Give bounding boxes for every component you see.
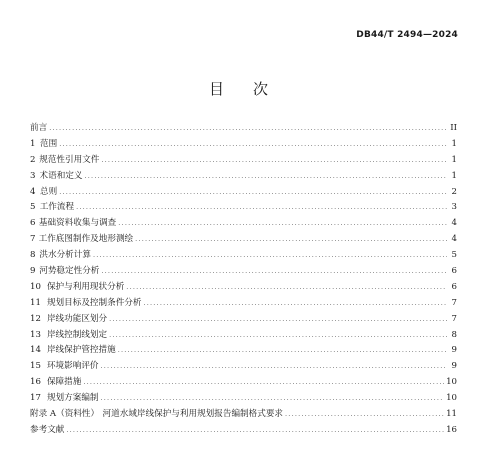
toc-entry-number: 17 bbox=[30, 393, 41, 404]
toc-entry-number: 14 bbox=[30, 345, 41, 356]
title-char-1: 目 bbox=[208, 80, 225, 98]
toc-entry-12[interactable] bbox=[30, 312, 457, 328]
toc-entry-number: 9 bbox=[30, 266, 36, 277]
toc-entry-page: 7 bbox=[451, 313, 457, 324]
toc-entry-label: 参考文献 bbox=[30, 424, 65, 435]
table-of-contents bbox=[30, 121, 457, 439]
toc-leader bbox=[101, 267, 447, 275]
toc-entry-appendix-a[interactable] bbox=[30, 407, 457, 423]
toc-entry-page: 5 bbox=[451, 250, 457, 261]
toc-entry-page: 16 bbox=[446, 424, 457, 435]
toc-entry-11[interactable] bbox=[30, 296, 457, 312]
document-code: DB44/T 2494—2024 bbox=[356, 30, 458, 40]
toc-leader bbox=[285, 410, 444, 418]
toc-entry-foreword[interactable] bbox=[30, 121, 457, 137]
toc-entry-label: 前言 bbox=[30, 123, 48, 133]
toc-entry-4[interactable] bbox=[30, 185, 457, 201]
toc-entry-16[interactable] bbox=[30, 375, 457, 391]
toc-entry-number: 12 bbox=[30, 313, 41, 324]
toc-entry-page: 9 bbox=[451, 345, 457, 356]
toc-leader bbox=[49, 124, 447, 132]
toc-appendix-number: 附录 A（资料性） bbox=[30, 409, 100, 420]
toc-entry-label: 河道水域岸线保护与利用规划报告编制格式要求 bbox=[102, 409, 284, 420]
page-title bbox=[0, 78, 478, 99]
toc-leader bbox=[101, 156, 447, 164]
toc-leader bbox=[109, 315, 447, 323]
toc-entry-17[interactable] bbox=[30, 391, 457, 407]
toc-entry-label: 岸线功能区划分 bbox=[46, 313, 108, 324]
toc-entry-14[interactable] bbox=[30, 343, 457, 359]
toc-entry-page: 11 bbox=[446, 409, 457, 420]
toc-leader bbox=[118, 346, 447, 354]
toc-leader bbox=[59, 140, 447, 148]
toc-entry-label: 范围 bbox=[39, 138, 58, 149]
toc-entry-label: 工作底图制作及地形测绘 bbox=[38, 234, 134, 245]
toc-entry-label: 规划方案编制 bbox=[46, 393, 99, 404]
toc-entry-label: 规划目标及控制条件分析 bbox=[46, 297, 142, 308]
toc-entry-number: 1 bbox=[30, 138, 36, 149]
toc-entry-label: 洪水分析计算 bbox=[39, 250, 91, 261]
toc-leader bbox=[143, 299, 447, 307]
toc-entry-label: 工作流程 bbox=[39, 202, 75, 213]
toc-entry-label: 总则 bbox=[39, 186, 58, 197]
toc-entry-label: 岸线控制线划定 bbox=[46, 329, 108, 340]
toc-entry-1[interactable] bbox=[30, 137, 457, 153]
toc-entry-number: 6 bbox=[30, 218, 36, 229]
toc-entry-2[interactable] bbox=[30, 153, 457, 169]
toc-entry-page: 4 bbox=[451, 218, 457, 229]
toc-entry-label: 河势稳定性分析 bbox=[39, 266, 100, 277]
toc-entry-page: 3 bbox=[451, 202, 457, 213]
toc-leader bbox=[59, 188, 447, 196]
toc-leader bbox=[101, 362, 447, 370]
toc-leader bbox=[135, 235, 447, 243]
toc-entry-number: 5 bbox=[30, 202, 36, 213]
toc-leader bbox=[85, 172, 447, 180]
toc-entry-5[interactable] bbox=[30, 200, 457, 216]
toc-entry-page: 1 bbox=[451, 154, 457, 165]
toc-leader bbox=[76, 203, 447, 211]
toc-entry-page: 1 bbox=[451, 170, 457, 181]
toc-entry-label: 保护与利用现状分析 bbox=[46, 281, 125, 292]
toc-entry-page: 6 bbox=[451, 281, 457, 292]
toc-leader bbox=[66, 426, 444, 434]
toc-entry-label: 环境影响评价 bbox=[46, 361, 99, 372]
toc-entry-page: 4 bbox=[451, 234, 457, 245]
toc-entry-number: 11 bbox=[30, 297, 41, 308]
toc-entry-number: 16 bbox=[30, 377, 41, 388]
toc-entry-page: 1 bbox=[451, 138, 457, 149]
toc-entry-8[interactable] bbox=[30, 248, 457, 264]
toc-entry-13[interactable] bbox=[30, 328, 457, 344]
toc-leader bbox=[109, 331, 447, 339]
toc-leader bbox=[126, 283, 447, 291]
toc-entry-15[interactable] bbox=[30, 359, 457, 375]
title-char-2: 次 bbox=[253, 80, 270, 98]
toc-entry-number: 13 bbox=[30, 329, 41, 340]
toc-entry-page: 8 bbox=[451, 329, 457, 340]
toc-entry-page: 9 bbox=[451, 361, 457, 372]
toc-leader bbox=[118, 219, 447, 227]
toc-entry-page: 7 bbox=[451, 297, 457, 308]
toc-entry-page: 6 bbox=[451, 266, 457, 277]
toc-entry-number: 7 bbox=[30, 234, 36, 245]
toc-leader bbox=[93, 251, 447, 259]
toc-entry-number: 4 bbox=[30, 186, 36, 197]
toc-entry-references[interactable] bbox=[30, 423, 457, 439]
toc-entry-label: 岸线保护管控措施 bbox=[46, 345, 116, 356]
toc-entry-label: 术语和定义 bbox=[39, 170, 83, 181]
toc-entry-number: 10 bbox=[30, 281, 41, 292]
toc-entry-10[interactable] bbox=[30, 280, 457, 296]
toc-entry-number: 2 bbox=[30, 154, 36, 165]
toc-entry-3[interactable] bbox=[30, 169, 457, 185]
toc-entry-page: II bbox=[450, 123, 457, 133]
toc-entry-label: 保障措施 bbox=[46, 377, 82, 388]
toc-entry-page: 10 bbox=[446, 393, 457, 404]
toc-entry-number: 3 bbox=[30, 170, 36, 181]
toc-entry-7[interactable] bbox=[30, 232, 457, 248]
toc-entry-9[interactable] bbox=[30, 264, 457, 280]
toc-entry-label: 基础资料收集与调查 bbox=[38, 218, 117, 229]
toc-entry-number: 15 bbox=[30, 361, 41, 372]
toc-entry-label: 规范性引用文件 bbox=[39, 154, 100, 165]
toc-entry-6[interactable] bbox=[30, 216, 457, 232]
toc-entry-page: 2 bbox=[451, 186, 457, 197]
toc-entry-number: 8 bbox=[30, 250, 36, 261]
toc-leader bbox=[101, 394, 445, 402]
toc-leader bbox=[83, 378, 444, 386]
toc-entry-page: 10 bbox=[446, 377, 457, 388]
